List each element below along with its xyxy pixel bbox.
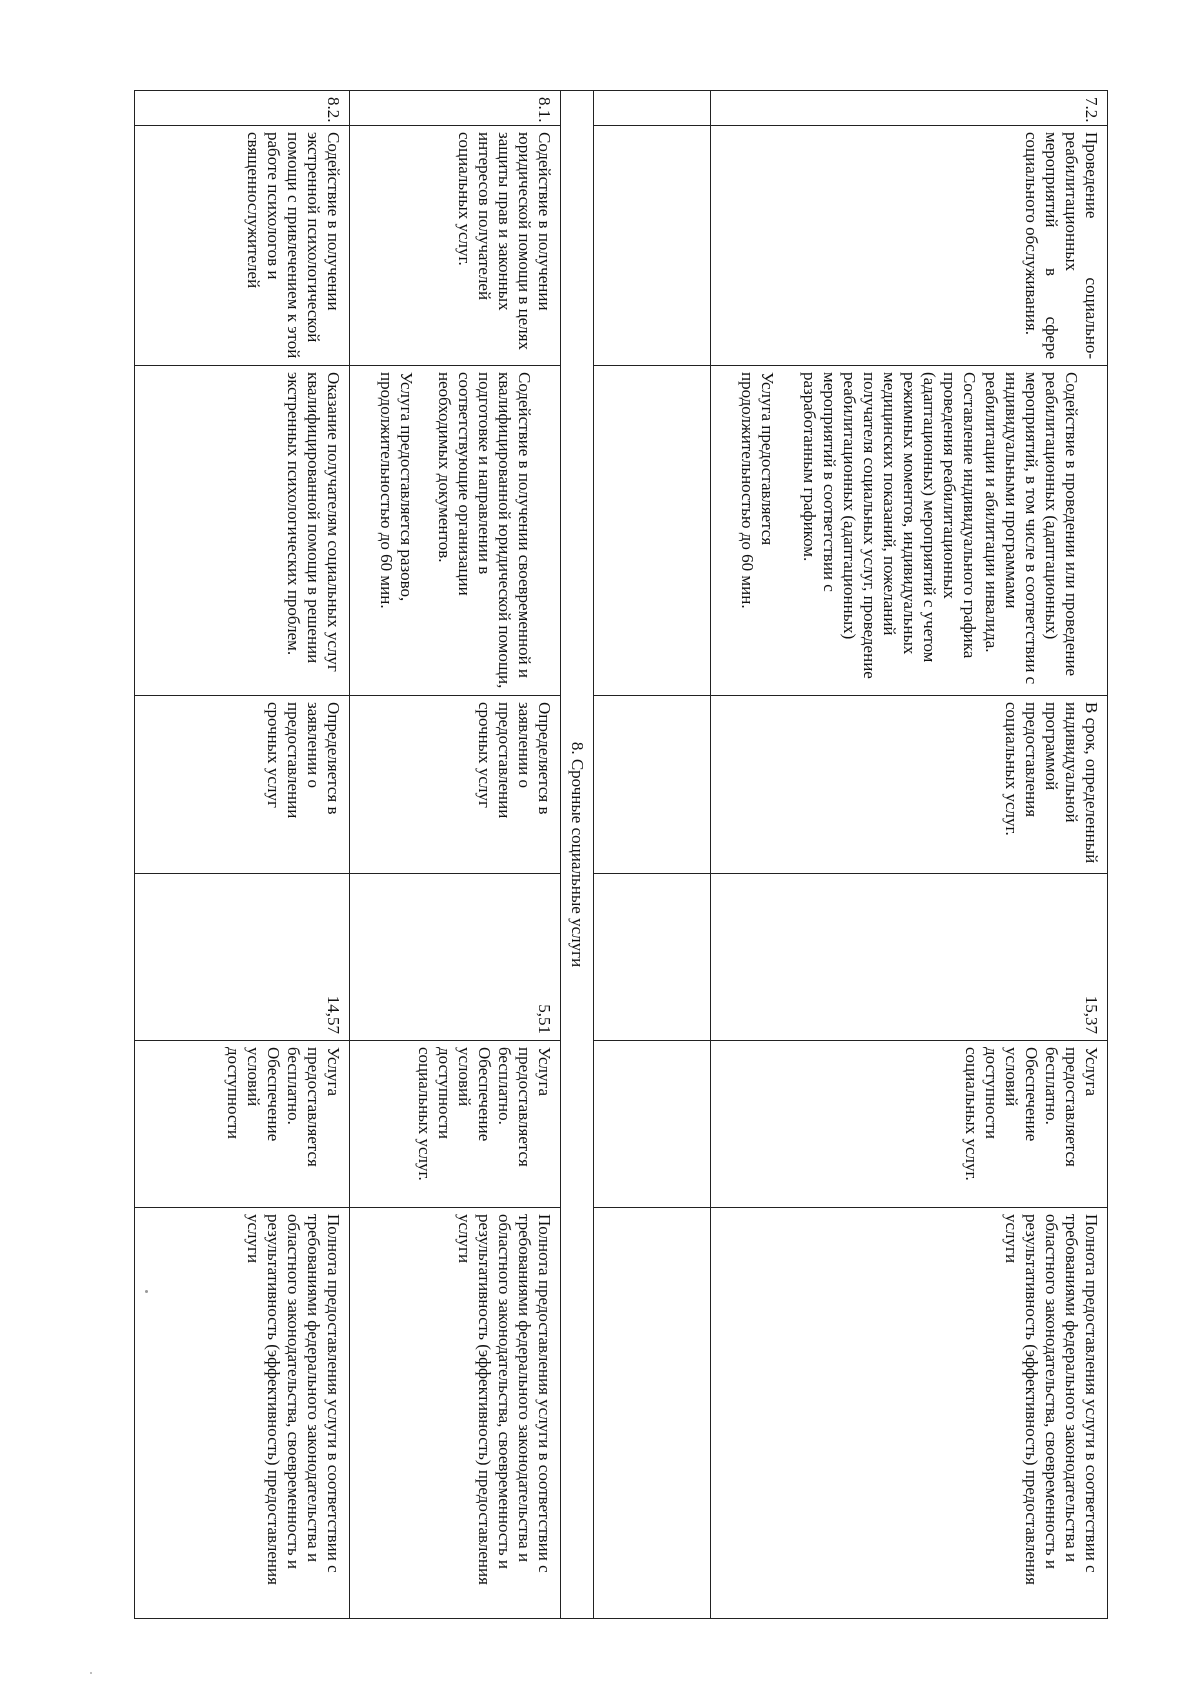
description-para: Содействие в проведении или проведение реабилитационных (адаптационных) мероприятий, в том числе в соответствии с индивидуальными программами реабилитации и абилитации инвалида. — [982, 372, 1081, 685]
service-description — [711, 366, 1108, 696]
empty-cell — [594, 126, 711, 366]
service-price: 15,37 — [711, 874, 1108, 1041]
row-number: 7.2. — [711, 91, 1108, 126]
service-name: Содействие в получении юридической помощи в целях защиты прав и законных интересов получателей социальных услуг. — [350, 126, 561, 366]
service-description: Оказание получателям социальных услуг квалифицированной помощи в решении экстренных психологических проблем. — [135, 366, 350, 696]
service-term: Определяется в заявлении о предоставлении срочных услуг — [350, 696, 561, 874]
empty-cell — [594, 366, 711, 696]
service-price: 5,51 — [350, 874, 561, 1041]
service-price: 14,57 — [135, 874, 350, 1041]
empty-cell — [594, 91, 711, 126]
section-header-row — [561, 91, 594, 1619]
description-para: Составление индивидуального графика проведения реабилитационных (адаптационных) мероприятий с учетом режимных моментов, индивидуальных медицинских показаний, пожеланий получателя социальных услуг, проведение реабилитационных (адаптационных) мероприятий в соответствии с разработанным графиком. — [800, 372, 979, 679]
empty-cell — [594, 1041, 711, 1208]
service-conditions: Услуга предоставляется бесплатно. Обеспечение условий доступности социальных услуг. — [350, 1041, 561, 1208]
service-term: Определяется в заявлении о предоставлении срочных услуг — [135, 696, 350, 874]
empty-cell — [594, 696, 711, 874]
description-para: Услуга предоставляется продолжительностью до 60 мин. — [738, 372, 777, 609]
services-table — [134, 90, 1108, 1619]
scan-speck — [90, 1672, 92, 1674]
empty-cell — [594, 1208, 711, 1619]
scan-speck — [145, 1290, 148, 1293]
service-name: Проведение социально-реабилитационных мероприятий в сфере социального обслуживания. — [711, 126, 1108, 366]
service-quality: Полнота предоставления услуги в соответствии с требованиями федерального законодательства и областного законодательства, своевременность и результативность (эффективность) предоставления услуги — [350, 1208, 561, 1619]
service-conditions: Услуга предоставляется бесплатно. Обеспечение условий доступности — [135, 1041, 350, 1208]
service-quality: Полнота предоставления услуги в соответствии с требованиями федерального законодательства и областного законодательства, своевременность и результативность (эффективность) предоставления услуги — [135, 1208, 350, 1619]
table-row-8-1 — [350, 91, 561, 1619]
empty-cell — [594, 874, 711, 1041]
row-number: 8.2. — [135, 91, 350, 126]
section-title: 8. Срочные социальные услуги — [561, 91, 594, 1619]
service-term: В срок, определенный индивидуальной программой предоставления социальных услуг. — [711, 696, 1108, 874]
row-number: 8.1. — [350, 91, 561, 126]
service-description — [350, 366, 561, 696]
table-row-7-2 — [711, 91, 1108, 1619]
table-row-8-2 — [135, 91, 350, 1619]
description-para: Содействие в получении своевременной и квалифицированной юридической помощи, подготовке и направлении в соответствующие организации необходимых документов. — [435, 372, 534, 689]
service-quality: Полнота предоставления услуги в соответствии с требованиями федерального законодательства и областного законодательства, своевременность и результативность (эффективность) предоставления услуги — [711, 1208, 1108, 1619]
service-name: Содействие в получении экстренной психологической помощи с привлечением к этой работе психологов и священнослужителей — [135, 126, 350, 366]
table-row-empty — [594, 91, 711, 1619]
description-para: Услуга предоставляется разово, продолжительностью до 60 мин. — [377, 372, 416, 609]
service-conditions: Услуга предоставляется бесплатно. Обеспечение условий доступности социальных услуг. — [711, 1041, 1108, 1208]
